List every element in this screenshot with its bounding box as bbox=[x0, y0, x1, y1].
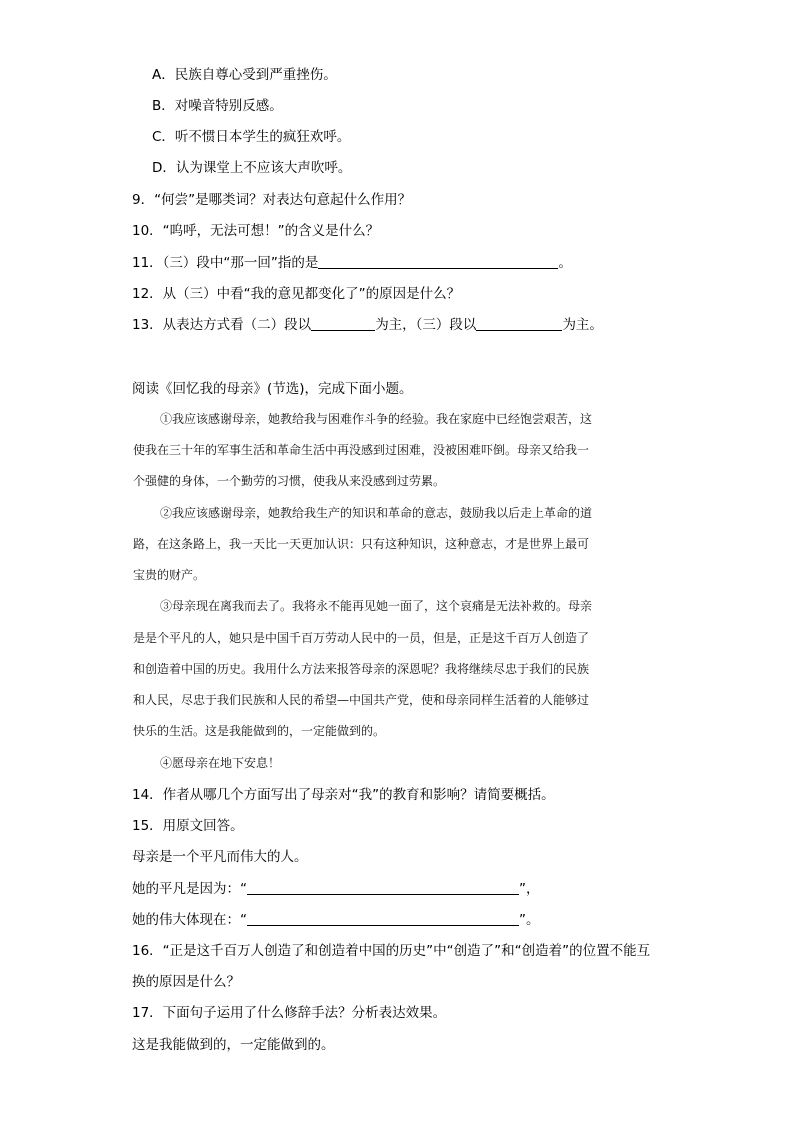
question-16-cont: 换的原因是什么？ bbox=[132, 974, 240, 990]
question-12: 12．从（三）中看“我的意见都变化了”的原因是什么？ bbox=[132, 286, 461, 302]
option-d: D．认为课堂上不应该大声吹呼。 bbox=[152, 160, 352, 176]
passage-line: 宝贵的财产。 bbox=[133, 568, 206, 582]
passage-line: ①我应该感谢母亲，她教给我与困难作斗争的经验。我在家庭中已经饱尝艰苦，这 bbox=[160, 412, 593, 426]
question-14: 14．作者从哪几个方面写出了母亲对“我”的教育和影响？请简要概括。 bbox=[132, 787, 555, 803]
question-17: 17．下面句子运用了什么修辞手法？分析表达效果。 bbox=[132, 1005, 447, 1021]
option-a: A．民族自尊心受到严重挫伤。 bbox=[152, 67, 337, 83]
question-15-part-a bbox=[132, 880, 540, 898]
reading-intro: 阅读《回忆我的母亲》(节选)，完成下面小题。 bbox=[132, 381, 413, 397]
question-15-a-text: 她的平凡是因为：“ bbox=[132, 881, 247, 897]
passage-line: 个强健的身体，一个勤劳的习惯，使我从来没感到过劳累。 bbox=[133, 474, 446, 488]
question-10: 10．“呜呼，无法可想！”的含义是什么？ bbox=[132, 223, 380, 239]
answer-blank[interactable] bbox=[247, 880, 519, 895]
passage-line: 是是个平凡的人，她只是中国千百万劳动人民中的一员，但是，正是这千百万人创造了 bbox=[133, 631, 590, 645]
question-15-statement: 母亲是一个平凡而伟大的人。 bbox=[132, 849, 308, 865]
answer-blank[interactable] bbox=[311, 316, 375, 331]
passage-line: 和人民，尽忠于我们民族和人民的希望—中国共产党，使和母亲同样生活着的人能够过 bbox=[133, 693, 590, 707]
question-17-sentence: 这是我能做到的，一定能做到的。 bbox=[132, 1037, 335, 1053]
question-13-text: 13．从表达方式看（二）段以 bbox=[132, 317, 312, 333]
passage-line: ④愿母亲在地下安息！ bbox=[160, 756, 281, 770]
question-15-b-text: 她的伟大体现在：“ bbox=[132, 912, 247, 928]
question-11-text: 11．（三）段中“那一回”指的是 bbox=[132, 255, 319, 271]
passage-line: ③母亲现在离我而去了。我将永不能再见她一面了，这个哀痛是无法补救的。母亲 bbox=[160, 599, 593, 613]
question-15: 15．用原文回答。 bbox=[132, 818, 244, 834]
answer-blank[interactable] bbox=[318, 254, 558, 269]
question-13 bbox=[132, 316, 603, 334]
question-15-part-b bbox=[132, 911, 540, 929]
question-13-mid: 为主，（三）段以 bbox=[375, 317, 477, 333]
answer-blank[interactable] bbox=[476, 316, 562, 331]
passage-line: 使我在三十年的军事生活和革命生活中再没感到过困难，没被困难吓倒。母亲又给我一 bbox=[133, 443, 590, 457]
passage-line: ②我应该感谢母亲，她教给我生产的知识和革命的意志，鼓励我以后走上革命的道 bbox=[160, 506, 593, 520]
passage-line: 和创造着中国的历史。我用什么方法来报答母亲的深恩呢？我将继续尽忠于我们的民族 bbox=[133, 662, 590, 676]
question-16: 16．“正是这千百万人创造了和创造着中国的历史”中“创造了”和“创造着”的位置不能互 bbox=[132, 943, 651, 959]
passage-line: 快乐的生活。这是我能做到的，一定能做到的。 bbox=[133, 724, 386, 738]
answer-blank[interactable] bbox=[247, 911, 519, 926]
question-15-a-end: ”， bbox=[519, 881, 540, 897]
question-11-end: 。 bbox=[558, 255, 572, 271]
passage-line: 路，在这条路上，我一天比一天更加认识：只有这种知识，这种意志，才是世界上最可 bbox=[133, 537, 590, 551]
option-b: B．对噪音特别反感。 bbox=[152, 98, 283, 114]
question-9: 9．“何尝”是哪类词？对表达句意起什么作用？ bbox=[132, 192, 412, 208]
option-c: C．听不惯日本学生的疯狂欢呼。 bbox=[152, 129, 351, 145]
question-11 bbox=[132, 254, 572, 272]
question-13-end: 为主。 bbox=[562, 317, 603, 333]
question-15-b-end: ”。 bbox=[519, 912, 540, 928]
